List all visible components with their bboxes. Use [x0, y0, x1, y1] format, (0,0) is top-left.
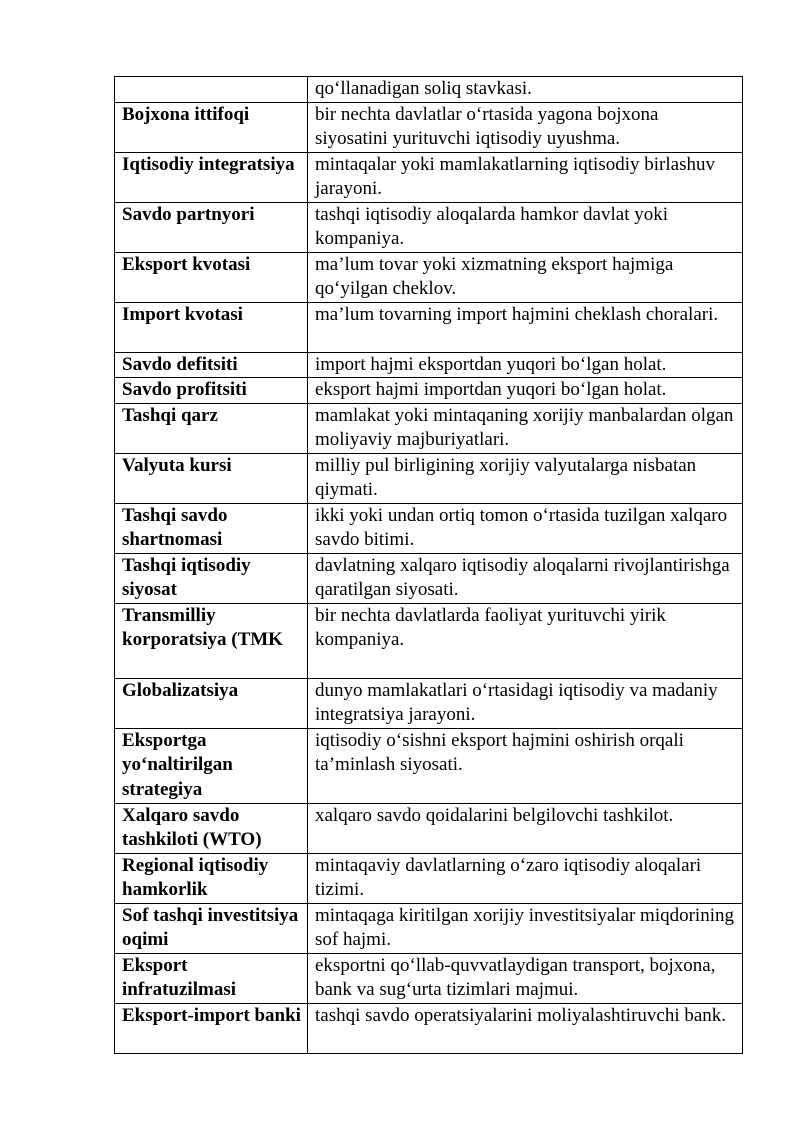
- definition-cell: eksportni qo‘llab-quvvatlaydigan transport, bojxona, bank va sug‘urta tizimlari majmui.: [308, 953, 743, 1003]
- definition-cell: milliy pul birligining xorijiy valyutalarga nisbatan qiymati.: [308, 453, 743, 503]
- table-row: [115, 553, 743, 603]
- term-cell: Savdo profitsiti: [115, 378, 308, 404]
- term-cell: Savdo partnyori: [115, 202, 308, 252]
- term-cell: Eksport kvotasi: [115, 252, 308, 302]
- term-cell: Globalizatsiya: [115, 678, 308, 728]
- table-row: [115, 252, 743, 302]
- table-row: [115, 378, 743, 404]
- term-cell: Sof tashqi investitsiya oqimi: [115, 903, 308, 953]
- definition-cell: mintaqaviy davlatlarning o‘zaro iqtisodiy aloqalari tizimi.: [308, 853, 743, 903]
- definition-cell: ma’lum tovar yoki xizmatning eksport hajmiga qo‘yilgan cheklov.: [308, 252, 743, 302]
- term-cell: Import kvotasi: [115, 302, 308, 352]
- definition-cell: mintaqaga kiritilgan xorijiy investitsiyalar miqdorining sof hajmi.: [308, 903, 743, 953]
- table-row: [115, 903, 743, 953]
- definition-cell: bir nechta davlatlarda faoliyat yurituvchi yirik kompaniya.: [308, 603, 743, 678]
- table-row: [115, 202, 743, 252]
- term-cell: Iqtisodiy integratsiya: [115, 152, 308, 202]
- term-cell: Regional iqtisodiy hamkorlik: [115, 853, 308, 903]
- definition-cell: ma’lum tovarning import hajmini cheklash choralari.: [308, 302, 743, 352]
- table-row: [115, 603, 743, 678]
- definition-cell: dunyo mamlakatlari o‘rtasidagi iqtisodiy va madaniy integratsiya jarayoni.: [308, 678, 743, 728]
- definition-cell: tashqi iqtisodiy aloqalarda hamkor davlat yoki kompaniya.: [308, 202, 743, 252]
- term-cell: Xalqaro savdo tashkiloti (WTO): [115, 803, 308, 853]
- glossary-table: [114, 76, 743, 1054]
- table-row: [115, 953, 743, 1003]
- table-row: [115, 453, 743, 503]
- table-row: [115, 678, 743, 728]
- table-row: [115, 1003, 743, 1053]
- table-row: [115, 728, 743, 803]
- definition-cell: import hajmi eksportdan yuqori bo‘lgan holat.: [308, 352, 743, 378]
- term-cell: Eksport infratuzilmasi: [115, 953, 308, 1003]
- definition-cell: bir nechta davlatlar o‘rtasida yagona bojxona siyosatini yurituvchi iqtisodiy uyushma.: [308, 102, 743, 152]
- term-cell: Transmilliy korporatsiya (TMK: [115, 603, 308, 678]
- term-cell: Eksportga yo‘naltirilgan strategiya: [115, 728, 308, 803]
- term-cell: Tashqi qarz: [115, 403, 308, 453]
- term-cell: Tashqi iqtisodiy siyosat: [115, 553, 308, 603]
- term-cell: [115, 77, 308, 103]
- table-row: [115, 102, 743, 152]
- table-row: [115, 77, 743, 103]
- table-row: [115, 503, 743, 553]
- table-row: [115, 853, 743, 903]
- definition-cell: tashqi savdo operatsiyalarini moliyalashtiruvchi bank.: [308, 1003, 743, 1053]
- definition-cell: iqtisodiy o‘sishni eksport hajmini oshirish orqali ta’minlash siyosati.: [308, 728, 743, 803]
- definition-cell: ikki yoki undan ortiq tomon o‘rtasida tuzilgan xalqaro savdo bitimi.: [308, 503, 743, 553]
- table-row: [115, 403, 743, 453]
- table-row: [115, 302, 743, 352]
- term-cell: Eksport-import banki: [115, 1003, 308, 1053]
- table-row: [115, 352, 743, 378]
- table-row: [115, 803, 743, 853]
- definition-cell: qo‘llanadigan soliq stavkasi.: [308, 77, 743, 103]
- definition-cell: eksport hajmi importdan yuqori bo‘lgan holat.: [308, 378, 743, 404]
- definition-cell: xalqaro savdo qoidalarini belgilovchi tashkilot.: [308, 803, 743, 853]
- table-row: [115, 152, 743, 202]
- term-cell: Valyuta kursi: [115, 453, 308, 503]
- term-cell: Savdo defitsiti: [115, 352, 308, 378]
- definition-cell: mamlakat yoki mintaqaning xorijiy manbalardan olgan moliyaviy majburiyatlari.: [308, 403, 743, 453]
- definition-cell: davlatning xalqaro iqtisodiy aloqalarni rivojlantirishga qaratilgan siyosati.: [308, 553, 743, 603]
- definition-cell: mintaqalar yoki mamlakatlarning iqtisodiy birlashuv jarayoni.: [308, 152, 743, 202]
- term-cell: Bojxona ittifoqi: [115, 102, 308, 152]
- term-cell: Tashqi savdo shartnomasi: [115, 503, 308, 553]
